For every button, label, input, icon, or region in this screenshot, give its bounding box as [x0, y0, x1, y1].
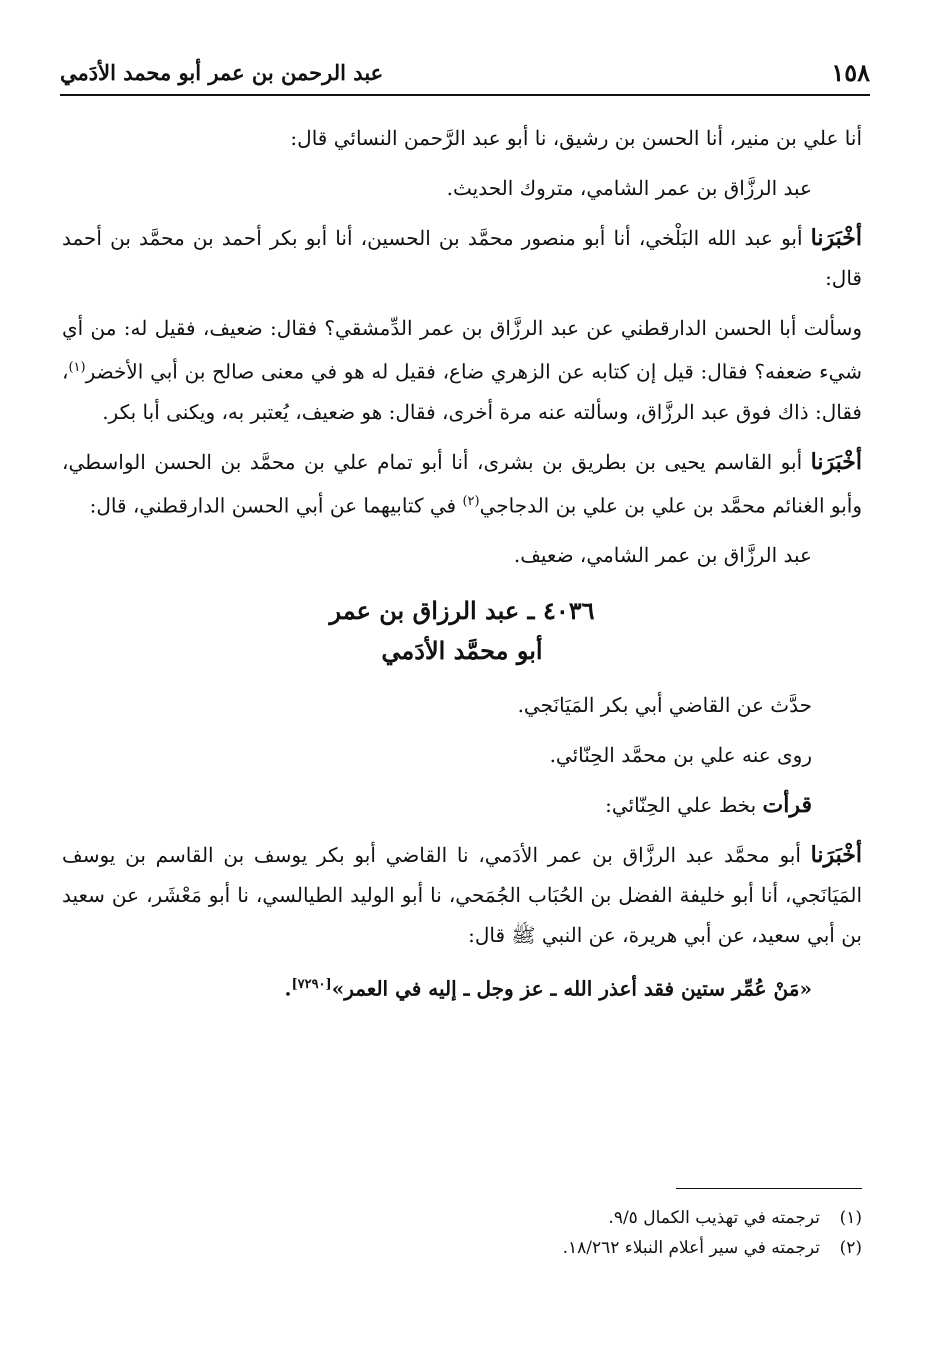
paragraph-text: أبو محمَّد عبد الرزَّاق بن عمر الأدَمي، نا القاضي أبو بكر يوسف بن القاسم بن يوسف المَيَانَجي، أنا أبو خليفة الفضل بن الحُبَاب الجُمَحي، نا أبو الوليد الطيالسي، نا أبو مَعْشَر، عن سعيد بن أبي سعيد، عن أبي هريرة، عن النبي ﷺ قال:	[62, 843, 862, 948]
entry-heading	[62, 591, 862, 671]
paragraph: أنا علي بن منير، أنا الحسن بن رشيق، نا أبو عبد الرَّحمن النسائي قال:	[290, 126, 862, 150]
footnote-text: ترجمته في تهذيب الكمال ٩/٥.	[608, 1208, 820, 1228]
paragraph	[62, 442, 862, 526]
page-body	[62, 118, 862, 1019]
paragraph	[62, 785, 862, 825]
footnote-ref[interactable]: (٢)	[462, 493, 480, 509]
keyword-akhbarana: أخْبَرَنا	[810, 225, 862, 251]
header-rule	[60, 94, 870, 96]
page-number: ١٥٨	[831, 58, 870, 87]
footnote-rule	[676, 1188, 862, 1189]
footnote-ref[interactable]: (١)	[68, 360, 86, 375]
hadith-text: «مَنْ عُمِّر ستين فقد أعذر الله ـ عز وجل ـ إليه في العمر»	[331, 976, 812, 1001]
entry-heading-line1: ٤٠٣٦ ـ عبد الرزاق بن عمر	[329, 596, 595, 626]
footnote-mark: (١)	[839, 1208, 862, 1228]
entry-heading-line2: أبو محمَّد الأدَمي	[381, 636, 543, 666]
hadith-quote	[62, 965, 862, 1009]
footnote-text: ترجمته في سير أعلام النبلاء ١٨/٢٦٢.	[562, 1238, 820, 1258]
page-header	[60, 48, 870, 88]
paragraph-text: في كتابيهما عن أبي الحسن الدارقطني، قال:	[89, 493, 463, 518]
paragraph-text: ، فقال: ذاك فوق عبد الرزَّاق، وسألته عنه مرة أخرى، فقال: هو ضعيف، يُعتبر به، ويكنى أبا بكر.	[62, 359, 862, 424]
paragraph: حدَّث عن القاضي أبي بكر المَيَانَجي.	[517, 693, 812, 718]
footnote-mark: (٢)	[839, 1238, 862, 1258]
paragraph: روى عنه علي بن محمَّد الحِنّائي.	[549, 743, 812, 768]
paragraph-text: بخط علي الحِنّائي:	[605, 793, 763, 818]
paragraph-text: وسألت أبا الحسن الدارقطني عن عبد الرزَّاق بن عمر الدِّمشقي؟ فقال: ضعيف، فقيل له: من أي شيء ضعفه؟ فقال: قيل إن كتابه عن الزهري ضاع، فقيل له هو في معنى صالح بن أبي الأخضر	[62, 316, 862, 384]
punctuation: .	[284, 976, 292, 1001]
paragraph: عبد الرزَّاق بن عمر الشامي، متروك الحديث.	[446, 176, 812, 200]
footnotes	[62, 1203, 862, 1263]
hadith-number: [٧٢٩٠]	[291, 977, 332, 993]
paragraph	[62, 218, 862, 298]
keyword-qara-tu: قرأت	[762, 792, 812, 819]
paragraph-text: أبو عبد الله البَلْخي، أنا أبو منصور محمَّد بن الحسين، أنا أبو بكر أحمد بن محمَّد بن أحمد قال:	[62, 226, 862, 290]
paragraph	[62, 835, 862, 955]
paragraph-text: أبو القاسم يحيى بن بطريق بن بشرى، أنا أبو تمام علي بن محمَّد بن الحسن الواسطي، وأبو الغنائم محمَّد بن علي بن علي بن الدجاجي	[62, 449, 862, 518]
keyword-akhbarana: أخْبَرَنا	[810, 842, 862, 869]
paragraph: عبد الرزَّاق بن عمر الشامي، ضعيف.	[513, 543, 812, 568]
paragraph	[62, 308, 862, 432]
keyword-akhbarana: أخْبَرَنا	[810, 448, 862, 475]
running-title: عبد الرحمن بن عمر أبو محمد الأدَمي	[60, 60, 384, 85]
footnote	[62, 1203, 862, 1233]
footnote	[62, 1233, 862, 1263]
